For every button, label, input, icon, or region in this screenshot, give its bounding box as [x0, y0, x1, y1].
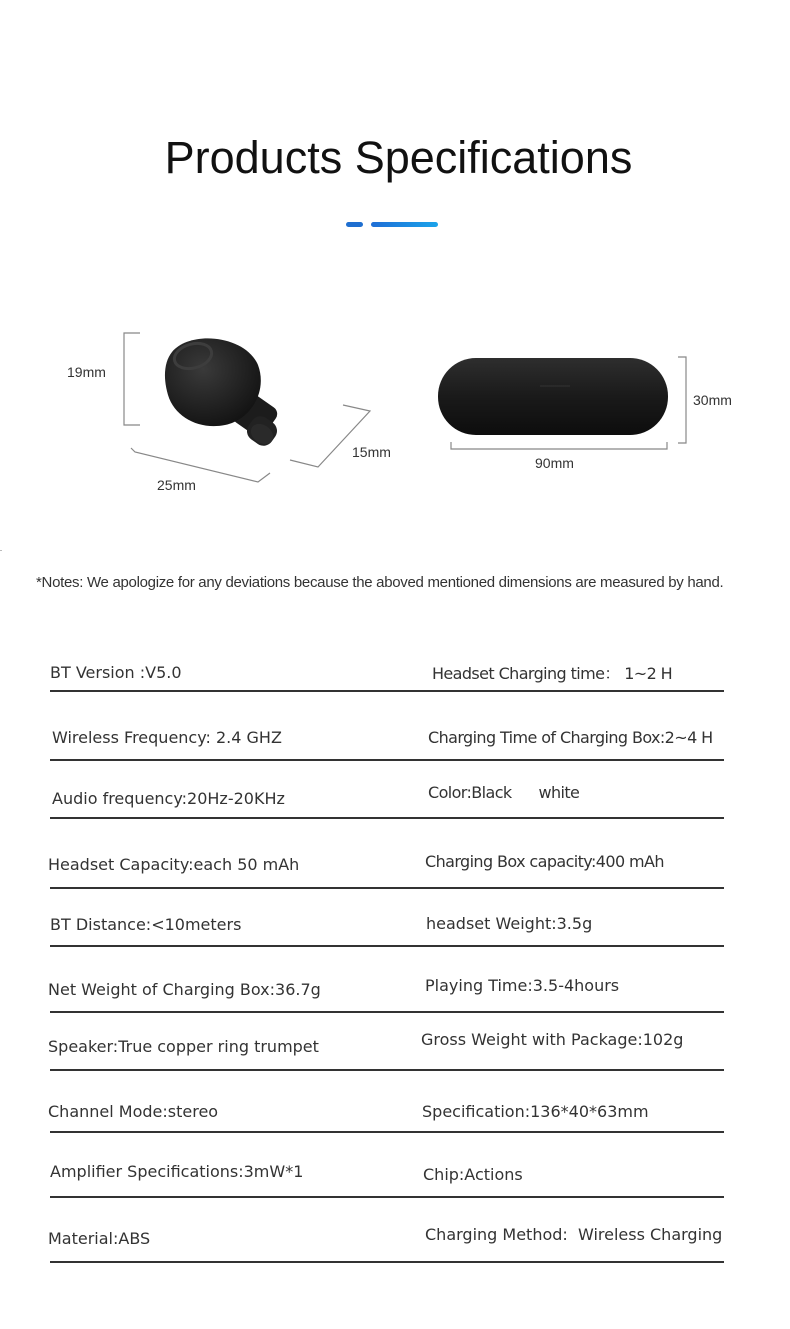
spec-material: Material:ABS	[48, 1229, 151, 1248]
spec-channel-mode: Channel Mode:stereo	[48, 1102, 219, 1121]
page-title: Products Specifications	[164, 132, 633, 183]
case-height-label: 30mm	[693, 392, 732, 408]
spec-box-charging-time: Charging Time of Charging Box:2~4 H	[428, 728, 713, 747]
earbud-length-label: 25mm	[157, 477, 196, 493]
row-divider	[50, 1261, 724, 1263]
row-divider	[50, 759, 724, 761]
row-divider	[50, 817, 724, 819]
case-length-label: 90mm	[535, 455, 574, 471]
earbud-depth-label: 15mm	[352, 444, 391, 460]
charging-case-image	[438, 358, 668, 435]
row-divider	[50, 887, 724, 889]
row-divider	[50, 690, 724, 692]
spec-headset-charging-time: Headset Charging time： 1~2 H	[432, 664, 673, 683]
earbud-height-label: 19mm	[67, 364, 106, 380]
spec-package-specification: Specification:136*40*63mm	[422, 1102, 649, 1121]
title-accent-short	[346, 222, 363, 227]
spec-bt-version: BT Version :V5.0	[50, 663, 182, 682]
row-divider	[50, 1196, 724, 1198]
spec-playing-time: Playing Time:3.5-4hours	[425, 976, 620, 995]
spec-audio-frequency: Audio frequency:20Hz-20KHz	[52, 789, 285, 808]
spec-headset-weight: headset Weight:3.5g	[426, 914, 593, 933]
spec-amplifier: Amplifier Specifications:3mW*1	[50, 1162, 304, 1181]
spec-color: Color:Black white	[428, 783, 580, 802]
measurement-note: *Notes: We apologize for any deviations because the aboved mentioned dimensions are measured by hand.	[36, 574, 724, 591]
spec-box-net-weight: Net Weight of Charging Box:36.7g	[48, 980, 321, 999]
row-divider	[50, 1011, 724, 1013]
spec-speaker: Speaker:True copper ring trumpet	[48, 1037, 319, 1056]
spec-bt-distance: BT Distance:<10meters	[50, 915, 242, 934]
spec-charging-method: Charging Method: Wireless Charging	[425, 1225, 723, 1244]
title-accent-long	[371, 222, 438, 227]
row-divider	[50, 945, 724, 947]
row-divider	[50, 1131, 724, 1133]
row-divider	[50, 1069, 724, 1071]
spec-wireless-frequency: Wireless Frequency: 2.4 GHZ	[52, 728, 282, 747]
dimension-drawing	[0, 300, 790, 500]
spec-box-capacity: Charging Box capacity:400 mAh	[425, 852, 664, 871]
earbud-image	[165, 338, 281, 449]
spec-headset-capacity: Headset Capacity:each 50 mAh	[48, 855, 300, 874]
spec-chip: Chip:Actions	[423, 1165, 523, 1184]
spec-gross-weight: Gross Weight with Package:102g	[421, 1030, 684, 1049]
edge-mark	[0, 550, 2, 551]
